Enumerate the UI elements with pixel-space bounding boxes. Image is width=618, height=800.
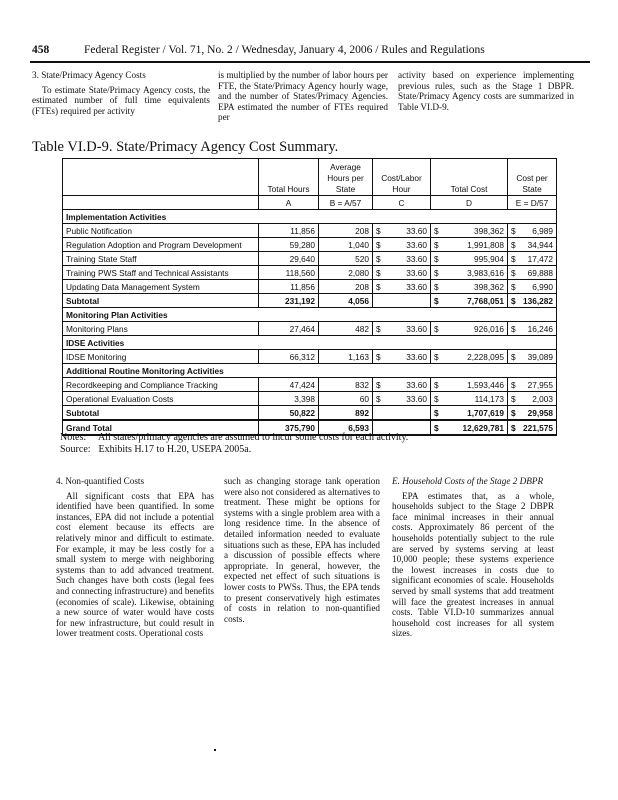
paragraph: such as changing storage tank operation were also not considered as alternatives to treatment. These might be options for systems with a single problem area with a long residence time. In the absence of detailed information needed to evaluate situations such as these, EPA has included a discussion of possible effects where appropriate. In general, however, the expected net effect of such situations is lower costs to PWSs. Thus, the EPA tends to present conservatively high estimates of costs in relation to non-quantified costs. (224, 476, 380, 624)
total-hours: 50,822 (259, 406, 319, 421)
currency-symbol: $ (373, 252, 385, 266)
total-cost: 2,228,095 (443, 350, 508, 364)
total-cost: 398,362 (443, 280, 508, 294)
avg-hours: 832 (319, 378, 373, 392)
formula-blank (63, 196, 259, 210)
currency-symbol: $ (508, 378, 520, 392)
table-header-row (63, 159, 557, 196)
avg-hours: 4,056 (319, 294, 373, 308)
source-label: Source: (60, 444, 91, 455)
section-title: Additional Routine Monitoring Activities (63, 364, 557, 378)
cost-per-hour-empty (373, 406, 431, 421)
row-label: Updating Data Management System (63, 280, 259, 294)
cost-per-state: 34,944 (520, 238, 557, 252)
currency-symbol: $ (373, 280, 385, 294)
total-cost: 1,593,446 (443, 378, 508, 392)
currency-symbol: $ (508, 238, 520, 252)
total-cost: 926,016 (443, 322, 508, 336)
cost-per-hour: 33.60 (385, 322, 431, 336)
total-cost: 1,707,619 (443, 406, 508, 421)
total-cost: 114,173 (443, 392, 508, 406)
currency-symbol: $ (431, 420, 443, 435)
cost-per-hour: 33.60 (385, 280, 431, 294)
cost-per-state: 69,888 (520, 266, 557, 280)
avg-hours: 1,163 (319, 350, 373, 364)
formula-b: B = A/57 (319, 196, 373, 210)
currency-symbol: $ (431, 350, 443, 364)
top-column-2 (218, 70, 388, 123)
currency-symbol: $ (508, 420, 520, 435)
cost-per-hour: 33.60 (385, 350, 431, 364)
bottom-column-1 (56, 476, 214, 639)
cost-per-hour: 33.60 (385, 252, 431, 266)
source-text: Exhibits H.17 to H.20, USEPA 2005a. (98, 444, 252, 455)
currency-symbol: $ (373, 350, 385, 364)
header-cost-per-state: Cost per State (508, 159, 557, 196)
avg-hours: 520 (319, 252, 373, 266)
cost-per-state: 136,282 (520, 294, 557, 308)
cost-per-hour: 33.60 (385, 224, 431, 238)
cost-per-state: 16,246 (520, 322, 557, 336)
section-row (63, 308, 557, 322)
currency-symbol: $ (508, 392, 520, 406)
formula-e: E = D/57 (508, 196, 557, 210)
paragraph: To estimate State/Primacy Agency costs, the estimated number of full time equivalents (FTEs) required per activity (32, 84, 210, 116)
section-row (63, 210, 557, 224)
currency-symbol: $ (431, 238, 443, 252)
paragraph: activity based on experience implementing previous rules, such as the Stage 1 DBPR. State/Primacy Agency costs are summarized in Table VI.D-9. (398, 70, 574, 112)
notes-text: All states/primacy agencies are assumed to incur some costs for each activity. (97, 432, 409, 443)
total-hours: 118,560 (259, 266, 319, 280)
currency-symbol: $ (508, 224, 520, 238)
bottom-column-3 (392, 476, 554, 639)
avg-hours: 892 (319, 406, 373, 421)
row-label: Subtotal (63, 294, 259, 308)
currency-symbol: $ (373, 266, 385, 280)
section-row (63, 364, 557, 378)
currency-symbol: $ (431, 406, 443, 421)
cost-per-state: 2,003 (520, 392, 557, 406)
header-rule (30, 61, 590, 63)
cost-per-state: 29,958 (520, 406, 557, 421)
row-label: Operational Evaluation Costs (63, 392, 259, 406)
subtotal-row (63, 294, 557, 308)
total-hours: 11,856 (259, 224, 319, 238)
cost-per-state: 221,575 (520, 420, 557, 435)
currency-symbol: $ (373, 392, 385, 406)
currency-symbol: $ (431, 280, 443, 294)
total-hours: 3,398 (259, 392, 319, 406)
notes-label: Notes: (60, 432, 87, 443)
currency-symbol: $ (508, 322, 520, 336)
top-column-3 (398, 70, 574, 112)
page-number: 458 (32, 44, 50, 56)
top-column-1 (32, 70, 210, 116)
subtotal-row (63, 406, 557, 421)
avg-hours: 2,080 (319, 266, 373, 280)
table-formula-row (63, 196, 557, 210)
currency-symbol: $ (508, 280, 520, 294)
scan-speck (214, 749, 216, 751)
cost-per-hour: 33.60 (385, 238, 431, 252)
avg-hours: 60 (319, 392, 373, 406)
currency-symbol: $ (508, 406, 520, 421)
row-label: Grand Total (63, 420, 259, 435)
currency-symbol: $ (373, 238, 385, 252)
cost-per-state: 6,990 (520, 280, 557, 294)
row-label: Training PWS Staff and Technical Assistants (63, 266, 259, 280)
row-label: Recordkeeping and Compliance Tracking (63, 378, 259, 392)
cost-summary-table (62, 158, 557, 436)
source-line (60, 444, 408, 456)
section-title: IDSE Activities (63, 336, 557, 350)
total-cost: 7,768,051 (443, 294, 508, 308)
avg-hours: 208 (319, 224, 373, 238)
paragraph: is multiplied by the number of labor hours per FTE, the State/Primacy Agency hourly wage, and the number of States/Primacy Agencies. EPA estimated the number of FTEs required per (218, 70, 388, 123)
row-label: Monitoring Plans (63, 322, 259, 336)
avg-hours: 482 (319, 322, 373, 336)
table-row (63, 280, 557, 294)
running-head-text: Federal Register / Vol. 71, No. 2 / Wednesday, January 4, 2006 / Rules and Regulations (84, 44, 485, 56)
cost-per-state: 6,989 (520, 224, 557, 238)
row-label: Public Notification (63, 224, 259, 238)
currency-symbol: $ (508, 266, 520, 280)
total-hours: 47,424 (259, 378, 319, 392)
section-heading: 3. State/Primacy Agency Costs (32, 70, 146, 80)
currency-symbol: $ (508, 350, 520, 364)
total-cost: 995,904 (443, 252, 508, 266)
currency-symbol: $ (431, 294, 443, 308)
table-row (63, 252, 557, 266)
row-label: Subtotal (63, 406, 259, 421)
currency-symbol: $ (431, 224, 443, 238)
currency-symbol: $ (431, 378, 443, 392)
table-title: Table VI.D-9. State/Primacy Agency Cost Summary. (32, 139, 339, 155)
total-hours: 27,464 (259, 322, 319, 336)
section-heading: 4. Non-quantified Costs (56, 476, 145, 486)
header-total-hours: Total Hours (259, 159, 319, 196)
header-total-cost: Total Cost (431, 159, 508, 196)
formula-c: C (373, 196, 431, 210)
table-row (63, 266, 557, 280)
currency-symbol: $ (373, 378, 385, 392)
section-title: Monitoring Plan Activities (63, 308, 557, 322)
cost-per-hour-empty (373, 294, 431, 308)
header-cost-per-hour: Cost/Labor Hour (373, 159, 431, 196)
row-label: Regulation Adoption and Program Development (63, 238, 259, 252)
cost-per-hour: 33.60 (385, 266, 431, 280)
cost-per-state: 27,955 (520, 378, 557, 392)
cost-per-state: 17,472 (520, 252, 557, 266)
total-cost: 12,629,781 (443, 420, 508, 435)
currency-symbol: $ (373, 322, 385, 336)
total-hours: 66,312 (259, 350, 319, 364)
header-avg-hours: Average Hours per State (319, 159, 373, 196)
cost-per-hour: 33.60 (385, 392, 431, 406)
total-hours: 59,280 (259, 238, 319, 252)
table-row (63, 392, 557, 406)
bottom-column-2 (224, 476, 380, 624)
table-notes (60, 432, 408, 456)
total-cost: 3,983,616 (443, 266, 508, 280)
paragraph: All significant costs that EPA has identified have been quantified. In some instances, EPA did not include a potential cost element because its effects are relatively minor and difficult to estimate. For example, it may be less costly for a small system to merge with neighboring systems than to add advanced treatment. Such changes have both costs (legal fees and connecting infrastructure) and benefits (economies of scale). Likewise, obtaining a new source of water would have costs for new infrastructure, but could result in lower treatment costs. Operational costs (56, 490, 214, 639)
total-cost: 398,362 (443, 224, 508, 238)
table-row (63, 224, 557, 238)
currency-symbol: $ (508, 294, 520, 308)
avg-hours: 208 (319, 280, 373, 294)
running-header (32, 44, 586, 56)
avg-hours: 6,593 (319, 420, 373, 435)
formula-d: D (431, 196, 508, 210)
cost-per-state: 39,089 (520, 350, 557, 364)
currency-symbol: $ (508, 252, 520, 266)
section-title: Implementation Activities (63, 210, 557, 224)
cost-per-hour: 33.60 (385, 378, 431, 392)
total-hours: 11,856 (259, 280, 319, 294)
section-row (63, 336, 557, 350)
currency-symbol: $ (431, 252, 443, 266)
formula-a: A (259, 196, 319, 210)
notes-line (60, 432, 408, 444)
total-hours: 231,192 (259, 294, 319, 308)
currency-symbol: $ (373, 224, 385, 238)
table-row (63, 378, 557, 392)
table-row (63, 322, 557, 336)
currency-symbol: $ (431, 392, 443, 406)
section-heading: E. Household Costs of the Stage 2 DBPR (392, 476, 544, 486)
total-cost: 1,991,808 (443, 238, 508, 252)
currency-symbol: $ (431, 322, 443, 336)
table-row (63, 350, 557, 364)
total-hours: 375,790 (259, 420, 319, 435)
currency-symbol: $ (431, 266, 443, 280)
total-hours: 29,640 (259, 252, 319, 266)
row-label: Training State Staff (63, 252, 259, 266)
table-row (63, 238, 557, 252)
row-label: IDSE Monitoring (63, 350, 259, 364)
avg-hours: 1,040 (319, 238, 373, 252)
header-blank (63, 159, 259, 196)
paragraph: EPA estimates that, as a whole, households subject to the Stage 2 DBPR face minimal increases in their annual costs. Approximately 86 percent of the households potentially subject to the rule are served by systems serving at least 10,000 people; these systems experience the lowest increases in costs due to significant economies of scale. Households served by small systems that add treatment will face the greatest increases in annual costs. Table VI.D-10 summarizes annual household cost increases for all system sizes. (392, 490, 554, 639)
